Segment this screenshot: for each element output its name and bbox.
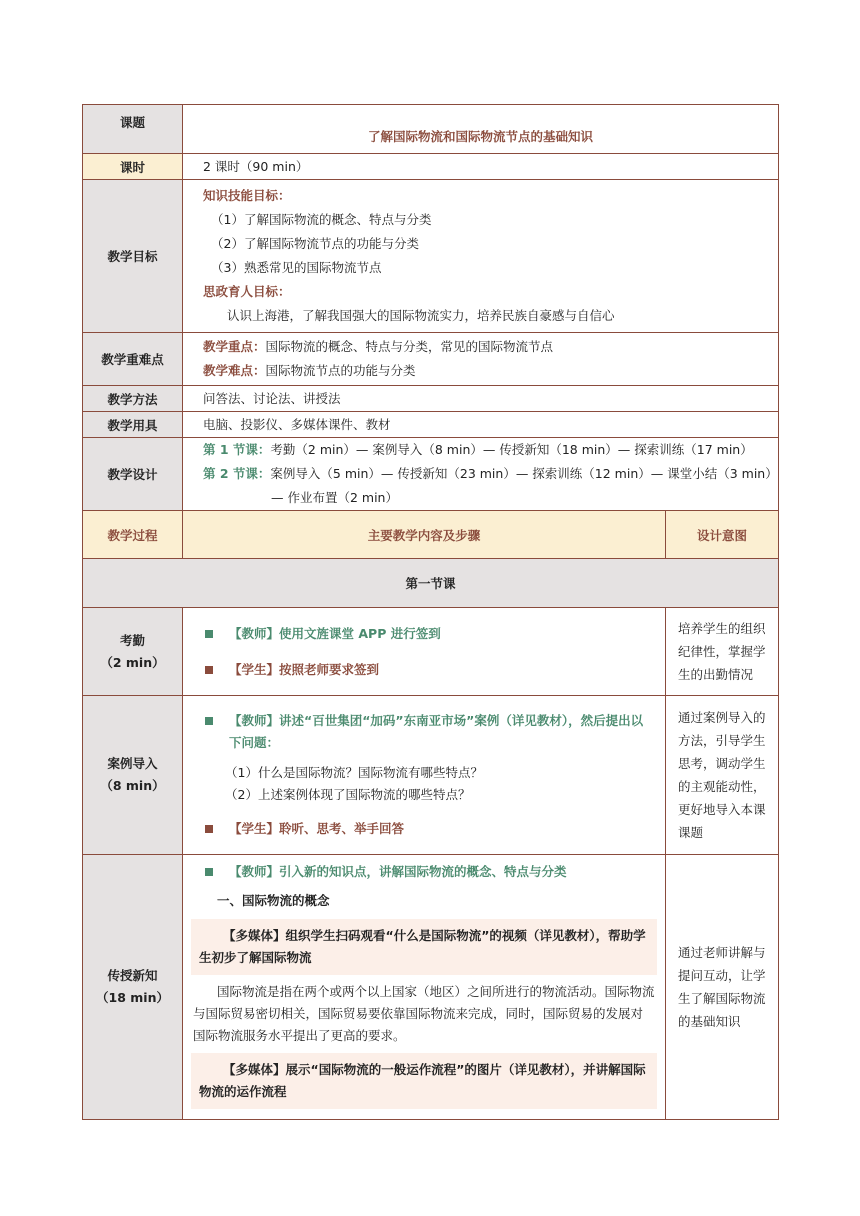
media-note-video: 【多媒体】组织学生扫码观看“什么是国际物流”的视频（详见教材），帮助学生初步了解国际物流 [191,919,657,975]
design-content [183,438,779,511]
process-header-row [83,511,779,559]
concept-paragraph: 国际物流是指在两个或两个以上国家（地区）之间所进行的物流活动。国际物流与国际贸易密切相关，国际贸易要依靠国际物流来完成，同时，国际贸易的发展对国际物流服务水平提出了更高的要求。 [193,984,655,1043]
lesson-plan-table [82,104,779,1120]
concept-heading: 一、国际物流的概念 [217,893,330,908]
teaching-row [83,855,779,1120]
objectives-row [83,180,779,333]
session1-key: 第 1 节课： [203,442,271,457]
hours-row [83,154,779,180]
topic-label: 课题 [83,105,183,154]
case-teacher: 【教师】讲述“百世集团“加码”东南亚市场”案例（详见教材），然后提出以下问题： [229,713,644,750]
hours-value: 2 课时（90 min） [183,154,779,180]
bullet-square-icon [205,666,213,674]
topic-title: 了解国际物流和国际物流节点的基础知识 [183,105,779,154]
attendance-student: 【学生】按照老师要求签到 [229,661,380,677]
teaching-teacher: 【教师】引入新的知识点，讲解国际物流的概念、特点与分类 [229,864,567,879]
attendance-row [83,608,779,696]
moral-goal-text: 认识上海港，了解我国强大的国际物流实力，培养民族自豪感与自信心 [227,308,615,323]
case-label [83,696,183,855]
section-title: 第一节课 [83,559,779,608]
tools-row [83,412,779,438]
case-label-text: 案例导入 [107,756,158,771]
teaching-intent: 通过老师讲解与提问互动，让学生了解国际物流的基础知识 [666,855,779,1120]
knowledge-goal-heading: 知识技能目标： [203,188,291,203]
session2-text: 案例导入（5 min）— 传授新知（23 min）— 探索训练（12 min）— 课堂小结（3 min） [270,466,778,481]
moral-goal-heading: 思政育人目标： [203,284,291,299]
knowledge-item: （1）了解国际物流的概念、特点与分类 [211,212,432,227]
difficulty-key: 教学难点： [203,363,266,378]
case-question-1: （1）什么是国际物流？国际物流有哪些特点？ [225,765,483,780]
bullet-square-icon [205,825,213,833]
focus-key: 教学重点： [203,339,266,354]
session2-key: 第 2 节课： [203,466,271,481]
teaching-time: （18 min） [96,990,169,1005]
design-label: 教学设计 [83,438,183,511]
section-row [83,559,779,608]
tools-label: 教学用具 [83,412,183,438]
teaching-label [83,855,183,1120]
bullet-square-icon [205,717,213,725]
keypoints-label: 教学重难点 [83,333,183,386]
knowledge-item: （2）了解国际物流节点的功能与分类 [211,236,419,251]
session2-continued: — 作业布置（2 min） [271,490,398,505]
bullet-square-icon [205,868,213,876]
case-time: （8 min） [100,778,165,793]
col-header-intent: 设计意图 [666,511,779,559]
case-student: 【学生】聆听、思考、举手回答 [229,821,405,836]
teaching-content [183,855,666,1120]
attendance-label [83,608,183,696]
session1-text: 考勤（2 min）— 案例导入（8 min）— 传授新知（18 min）— 探索训练（17 min） [270,442,753,457]
keypoints-row [83,333,779,386]
col-header-process: 教学过程 [83,511,183,559]
objectives-content [183,180,779,333]
methods-label: 教学方法 [83,386,183,412]
topic-row [83,105,779,154]
col-header-content: 主要教学内容及步骤 [183,511,666,559]
difficulty-text: 国际物流节点的功能与分类 [265,363,416,378]
media-note-image: 【多媒体】展示“国际物流的一般运作流程”的图片（详见教材），并讲解国际物流的运作流程 [191,1053,657,1109]
focus-text: 国际物流的概念、特点与分类，常见的国际物流节点 [265,339,554,354]
attendance-label-text: 考勤 [119,632,145,648]
case-intent: 通过案例导入的方法，引导学生思考，调动学生的主观能动性，更好地导入本课课题 [666,696,779,855]
case-row [83,696,779,855]
keypoints-content [183,333,779,386]
objectives-label: 教学目标 [83,180,183,333]
knowledge-item: （3）熟悉常见的国际物流节点 [211,260,382,275]
methods-row [83,386,779,412]
attendance-time: （2 min） [100,654,165,670]
design-row [83,438,779,511]
tools-value: 电脑、投影仪、多媒体课件、教材 [183,412,779,438]
case-question-2: （2）上述案例体现了国际物流的哪些特点？ [225,787,471,802]
attendance-intent: 培养学生的组织纪律性，掌握学生的出勤情况 [666,608,779,696]
teaching-label-text: 传授新知 [107,968,158,983]
attendance-teacher: 【教师】使用文旌课堂 APP 进行签到 [229,625,441,641]
methods-value: 问答法、讨论法、讲授法 [183,386,779,412]
bullet-square-icon [205,630,213,638]
case-content [183,696,666,855]
hours-label: 课时 [83,154,183,180]
attendance-content [183,608,666,696]
